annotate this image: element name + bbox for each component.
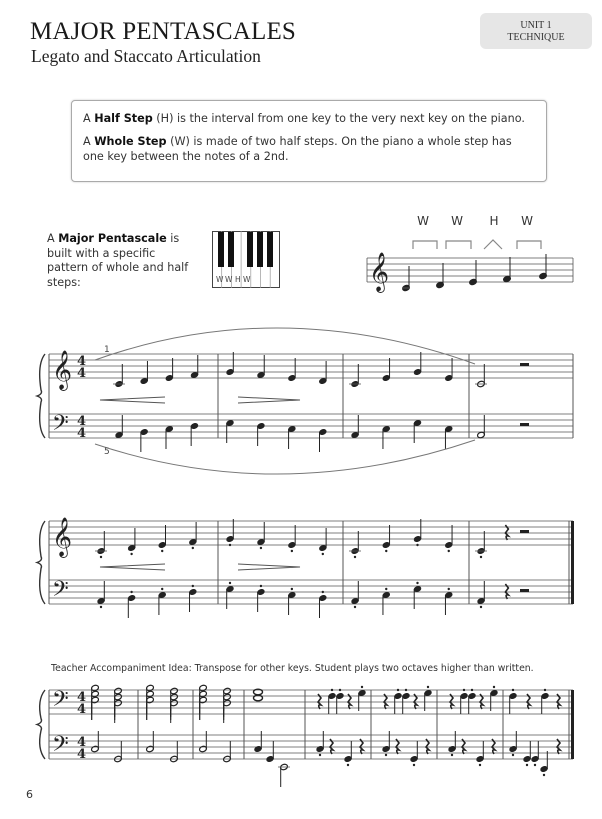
staccato-dot [448,588,450,590]
staccato-dot [385,588,387,590]
staccato-dot [416,582,418,584]
staccato-dot [161,588,163,590]
treble-clef-icon: 𝄞 [52,350,73,390]
staccato-dot [416,544,418,546]
brace-icon [37,690,45,759]
staccato-dot [471,689,473,691]
staccato-dot [544,689,546,691]
half-step-term: Half Step [94,112,153,125]
whole-step-text: (W) is made of two half steps. On the piano a whole step has one key between the notes of a 2nd. [83,135,512,163]
staccato-dot [347,764,349,766]
staccato-dot [339,689,341,691]
staccato-dot [543,774,545,776]
half-rest-icon [520,423,529,426]
half-step-text: (H) is the interval from one key to the very next key on the piano. [152,112,525,125]
article: A [83,112,95,125]
key-label: W [225,275,233,284]
treble-clef-icon: 𝄢 [52,687,69,717]
time-signature: 4 [77,426,87,441]
half-rest-icon [520,589,529,592]
staccato-dot [319,754,321,756]
unit-label: UNIT 1 [520,20,552,31]
staccato-dot [480,556,482,558]
article: A [83,135,95,148]
pentascale-term: Major Pentascale [58,232,167,245]
staccato-dot [451,754,453,756]
unit-topic: TECHNIQUE [507,32,565,43]
half-rest-icon [520,530,529,533]
staccato-dot [512,689,514,691]
staccato-dot [361,686,363,688]
time-signature: 4 [77,747,87,762]
staccato-dot [260,547,262,549]
staccato-dot [229,582,231,584]
half-rest-icon [520,363,529,366]
legato-exercise-system [37,328,573,474]
key-label: H [235,275,241,284]
staccato-dot [526,764,528,766]
staccato-dot [291,550,293,552]
staccato-dot [427,686,429,688]
article: A [47,232,59,245]
step-brackets [413,240,541,249]
staccato-dot [291,588,293,590]
legato-slur [95,440,475,474]
staccato-dot [385,754,387,756]
staccato-dot [512,754,514,756]
time-signature: 4 [77,354,87,369]
page-number: 6 [26,788,33,801]
bass-clef-icon: 𝄢 [52,732,69,762]
decrescendo-hairpin [238,564,300,570]
step-label: W [417,214,429,228]
staccato-dot [397,689,399,691]
staccato-dot [354,556,356,558]
whole-step-term: Whole Step [94,135,167,148]
finger-number-rh: 1 [104,345,110,355]
page-subtitle: Legato and Staccato Articulation [31,46,261,66]
staccato-dot [413,764,415,766]
step-pattern-notes [402,254,548,292]
staccato-dot [480,606,482,608]
decrescendo-hairpin [238,397,300,403]
staccato-dot [161,550,163,552]
staccato-dot [463,689,465,691]
teacher-accompaniment-system [37,684,574,787]
brace-icon [37,521,45,604]
treble-clef-icon: 𝄞 [52,517,73,557]
staccato-dot [322,553,324,555]
staccato-dot [229,544,231,546]
staccato-dot [192,547,194,549]
crescendo-hairpin [100,397,165,403]
staccato-dot [479,764,481,766]
key-label: W [216,275,224,284]
staccato-dot [493,686,495,688]
finger-number-lh: 5 [104,447,110,457]
step-label: H [489,214,499,228]
staccato-dot [405,689,407,691]
brace-icon [37,354,45,438]
bass-clef-icon: 𝄢 [52,577,69,607]
staccato-dot [448,550,450,552]
staccato-dot [331,689,333,691]
staccato-dot [130,591,132,593]
staccato-dot [354,606,356,608]
time-signature: 4 [77,735,87,750]
time-signature: 4 [77,414,87,429]
staccato-dot [260,585,262,587]
staccato-dot [385,550,387,552]
teacher-accompaniment-note: Teacher Accompaniment Idea: Transpose for other keys. Student plays two octaves higher than written. [51,663,534,674]
time-signature: 4 [77,702,87,717]
staccato-dot [100,606,102,608]
bass-clef-icon: 𝄢 [52,411,69,441]
staccato-dot [322,591,324,593]
page-title: MAJOR PENTASCALES [30,18,297,45]
staccato-dot [130,553,132,555]
step-label: W [451,214,463,228]
staccato-dot [100,556,102,558]
key-label: W [243,275,251,284]
step-label: W [521,214,533,228]
legato-slur [95,328,475,364]
time-signature: 4 [77,690,87,705]
staccato-dot [192,585,194,587]
staccato-exercise-system [37,517,574,618]
staccato-dot [534,764,536,766]
crescendo-hairpin [100,564,165,570]
treble-clef-icon: 𝄞 [369,252,390,292]
pentascale-text: is built with a specific pattern of whole and half steps: [47,232,189,289]
time-signature: 4 [77,366,87,381]
